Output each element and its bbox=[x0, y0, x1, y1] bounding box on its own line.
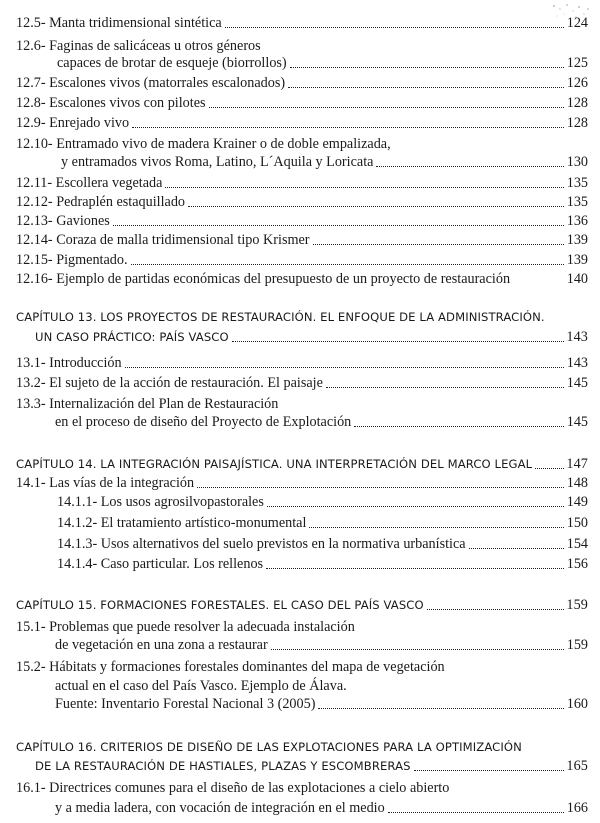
toc-page-number: 156 bbox=[566, 556, 588, 572]
toc-page-number: 130 bbox=[566, 154, 588, 170]
toc-entry-title: 13.1- Introducción bbox=[16, 355, 122, 371]
dot-leader bbox=[313, 244, 564, 245]
toc-page-number: 149 bbox=[566, 494, 588, 510]
dot-leader bbox=[266, 568, 564, 569]
toc-entry-title: capaces de brotar de esqueje (biorrollos) bbox=[57, 55, 287, 71]
toc-chapter-line bbox=[16, 594, 588, 614]
toc-page-number: 160 bbox=[566, 696, 588, 712]
toc-entry-line bbox=[16, 472, 588, 492]
dot-leader bbox=[288, 87, 564, 88]
toc-entry-title: 16.1- Directrices comunes para el diseño de las explotaciones a cielo abierto bbox=[16, 780, 450, 796]
toc-entry-line bbox=[16, 112, 588, 132]
toc-entry-line bbox=[16, 210, 588, 230]
dot-leader bbox=[271, 649, 564, 650]
toc-page-number: 143 bbox=[566, 329, 588, 345]
toc-entry-title: 15.1- Problemas que puede resolver la adecuada instalación bbox=[16, 619, 355, 635]
toc-entry-title: 14.1.4- Caso particular. Los rellenos bbox=[57, 556, 264, 572]
toc-entry-title: 12.15- Pigmentado. bbox=[16, 252, 128, 268]
toc-entry-title: actual en el caso del País Vasco. Ejemplo de Álava. bbox=[55, 678, 347, 694]
toc-entry-line bbox=[16, 92, 588, 112]
toc-entry-title: 12.14- Coraza de malla tridimensional tipo Krismer bbox=[16, 232, 310, 248]
dot-leader bbox=[132, 127, 564, 128]
dot-leader bbox=[197, 487, 564, 488]
toc-entry-title: CAPÍTULO 15. FORMACIONES FORESTALES. EL CASO DEL PAÍS VASCO bbox=[16, 598, 424, 612]
toc-entry-title: 14.1- Las vías de la integración bbox=[16, 475, 195, 491]
dot-leader bbox=[414, 770, 564, 771]
toc-entry-title: 13.2- El sujeto de la acción de restauración. El paisaje bbox=[16, 375, 323, 391]
toc-entry-title: 12.10- Entramado vivo de madera Krainer o de doble empalizada, bbox=[16, 136, 391, 152]
dot-leader bbox=[113, 225, 564, 226]
toc-entry-line bbox=[16, 352, 588, 372]
toc-entry-title: y entramados vivos Roma, Latino, L´Aquila y Loricata bbox=[61, 154, 374, 170]
toc-entry-line bbox=[55, 634, 588, 654]
toc-page-number: 159 bbox=[566, 597, 588, 613]
dot-leader bbox=[290, 67, 564, 68]
toc-entry-line bbox=[55, 797, 588, 817]
toc-entry-line bbox=[55, 411, 588, 431]
toc-entry-line bbox=[55, 675, 588, 695]
toc-entry-line bbox=[16, 172, 588, 192]
toc-page-number: 136 bbox=[566, 213, 588, 229]
toc-entry-title: 14.1.1- Los usos agrosilvopastorales bbox=[57, 494, 264, 510]
toc-chapter-line bbox=[16, 453, 588, 473]
toc-entry-line bbox=[55, 693, 588, 713]
toc-entry-line bbox=[16, 12, 588, 32]
toc-entry-line bbox=[16, 229, 588, 249]
toc-entry-title: 12.16- Ejemplo de partidas económicas del presupuesto de un proyecto de restauración bbox=[16, 271, 511, 287]
toc-entry-title: UN CASO PRÁCTICO: PAÍS VASCO bbox=[35, 330, 229, 344]
toc-page-number: 128 bbox=[566, 95, 588, 111]
toc-page-number: 166 bbox=[566, 800, 588, 816]
toc-entry-title: de vegetación en una zona a restaurar bbox=[55, 637, 268, 653]
toc-page-number: 148 bbox=[566, 475, 588, 491]
toc-entry-title: 12.12- Pedraplén estaquillado bbox=[16, 194, 186, 210]
dot-leader bbox=[318, 708, 564, 709]
toc-page-number: 147 bbox=[566, 456, 588, 472]
toc-entry-line bbox=[57, 512, 588, 532]
dot-leader bbox=[469, 548, 564, 549]
dot-leader bbox=[209, 107, 564, 108]
toc-chapter-line bbox=[16, 306, 588, 326]
toc-entry-line bbox=[16, 191, 588, 211]
toc-entry-line bbox=[16, 616, 588, 636]
dot-leader bbox=[376, 166, 564, 167]
dot-leader bbox=[188, 206, 564, 207]
toc-page-number: 145 bbox=[566, 414, 588, 430]
dot-leader bbox=[131, 264, 564, 265]
toc-page-number: 140 bbox=[566, 271, 588, 287]
toc-entry-title: 12.5- Manta tridimensional sintética bbox=[16, 15, 222, 31]
dot-leader bbox=[326, 387, 564, 388]
toc-entry-title: DE LA RESTAURACIÓN DE HASTIALES, PLAZAS Y ESCOMBRERAS bbox=[35, 759, 411, 773]
toc-page-number: 126 bbox=[566, 75, 588, 91]
toc-entry-title: Fuente: Inventario Forestal Nacional 3 (2005) bbox=[55, 696, 316, 712]
toc-entry-title: CAPÍTULO 13. LOS PROYECTOS DE RESTAURACIÓN. EL ENFOQUE DE LA ADMINISTRACIÓN. bbox=[16, 310, 545, 324]
dot-leader bbox=[232, 341, 564, 342]
toc-entry-title: 12.6- Faginas de salicáceas u otros géneros bbox=[16, 38, 261, 54]
toc-page-number: 139 bbox=[566, 232, 588, 248]
toc-entry-title: 12.13- Gaviones bbox=[16, 213, 110, 229]
toc-entry-line bbox=[57, 491, 588, 511]
dot-leader bbox=[388, 812, 564, 813]
toc-entry-title: 13.3- Internalización del Plan de Restauración bbox=[16, 396, 279, 412]
toc-entry-line bbox=[16, 393, 588, 413]
dot-leader bbox=[427, 609, 564, 610]
toc-entry-title: 15.2- Hábitats y formaciones forestales dominantes del mapa de vegetación bbox=[16, 659, 445, 675]
toc-entry-title: CAPÍTULO 16. CRITERIOS DE DISEÑO DE LAS EXPLOTACIONES PARA LA OPTIMIZACIÓN bbox=[16, 740, 522, 754]
toc-entry-title: 12.8- Escalones vivos con pilotes bbox=[16, 95, 206, 111]
toc-entry-title: y a media ladera, con vocación de integración en el medio bbox=[55, 800, 385, 816]
toc-page-number: 139 bbox=[566, 252, 588, 268]
toc-entry-title: CAPÍTULO 14. LA INTEGRACIÓN PAISAJÍSTICA. UNA INTERPRETACIÓN DEL MARCO LEGAL bbox=[16, 457, 533, 471]
dot-leader bbox=[225, 27, 564, 28]
toc-page-number: 135 bbox=[566, 194, 588, 210]
toc-entry-line bbox=[16, 249, 588, 269]
toc-entry-title: 12.9- Enrejado vivo bbox=[16, 115, 130, 131]
toc-entry-line bbox=[57, 553, 588, 573]
toc-entry-title: 12.11- Escollera vegetada bbox=[16, 175, 163, 191]
toc-entry-line bbox=[16, 777, 588, 797]
toc-page-number: 135 bbox=[566, 175, 588, 191]
dot-leader bbox=[354, 426, 564, 427]
toc-page-number: 165 bbox=[566, 758, 588, 774]
toc-entry-line bbox=[16, 268, 588, 288]
toc-page-number: 124 bbox=[566, 15, 588, 31]
toc-entry-line bbox=[61, 151, 588, 171]
toc-entry-line bbox=[16, 372, 588, 392]
toc-entry-line bbox=[16, 133, 588, 153]
toc-entry-line bbox=[16, 656, 588, 676]
toc-chapter-line bbox=[16, 736, 588, 756]
dot-leader bbox=[309, 527, 564, 528]
toc-page-number: 143 bbox=[566, 355, 588, 371]
toc-chapter-line bbox=[35, 755, 588, 775]
toc-entry-line bbox=[16, 72, 588, 92]
toc-page-number: 125 bbox=[566, 55, 588, 71]
dot-leader bbox=[267, 506, 564, 507]
toc-entry-title: 12.7- Escalones vivos (matorrales escalonados) bbox=[16, 75, 286, 91]
dot-leader bbox=[125, 367, 564, 368]
toc-chapter-line bbox=[35, 326, 588, 346]
dot-leader bbox=[165, 187, 564, 188]
toc-entry-line bbox=[57, 533, 588, 553]
toc-entry-line bbox=[57, 52, 588, 72]
toc-entry-title: 14.1.3- Usos alternativos del suelo previstos en la normativa urbanística bbox=[57, 536, 466, 552]
dot-leader bbox=[535, 468, 564, 469]
toc-page-number: 150 bbox=[566, 515, 588, 531]
toc-entry-title: 14.1.2- El tratamiento artístico-monumental bbox=[57, 515, 307, 531]
toc-page-number: 128 bbox=[566, 115, 588, 131]
toc-page-number: 145 bbox=[566, 375, 588, 391]
toc-page-number: 154 bbox=[566, 536, 588, 552]
toc-entry-title: en el proceso de diseño del Proyecto de Explotación bbox=[55, 414, 352, 430]
toc-page-number: 159 bbox=[566, 637, 588, 653]
